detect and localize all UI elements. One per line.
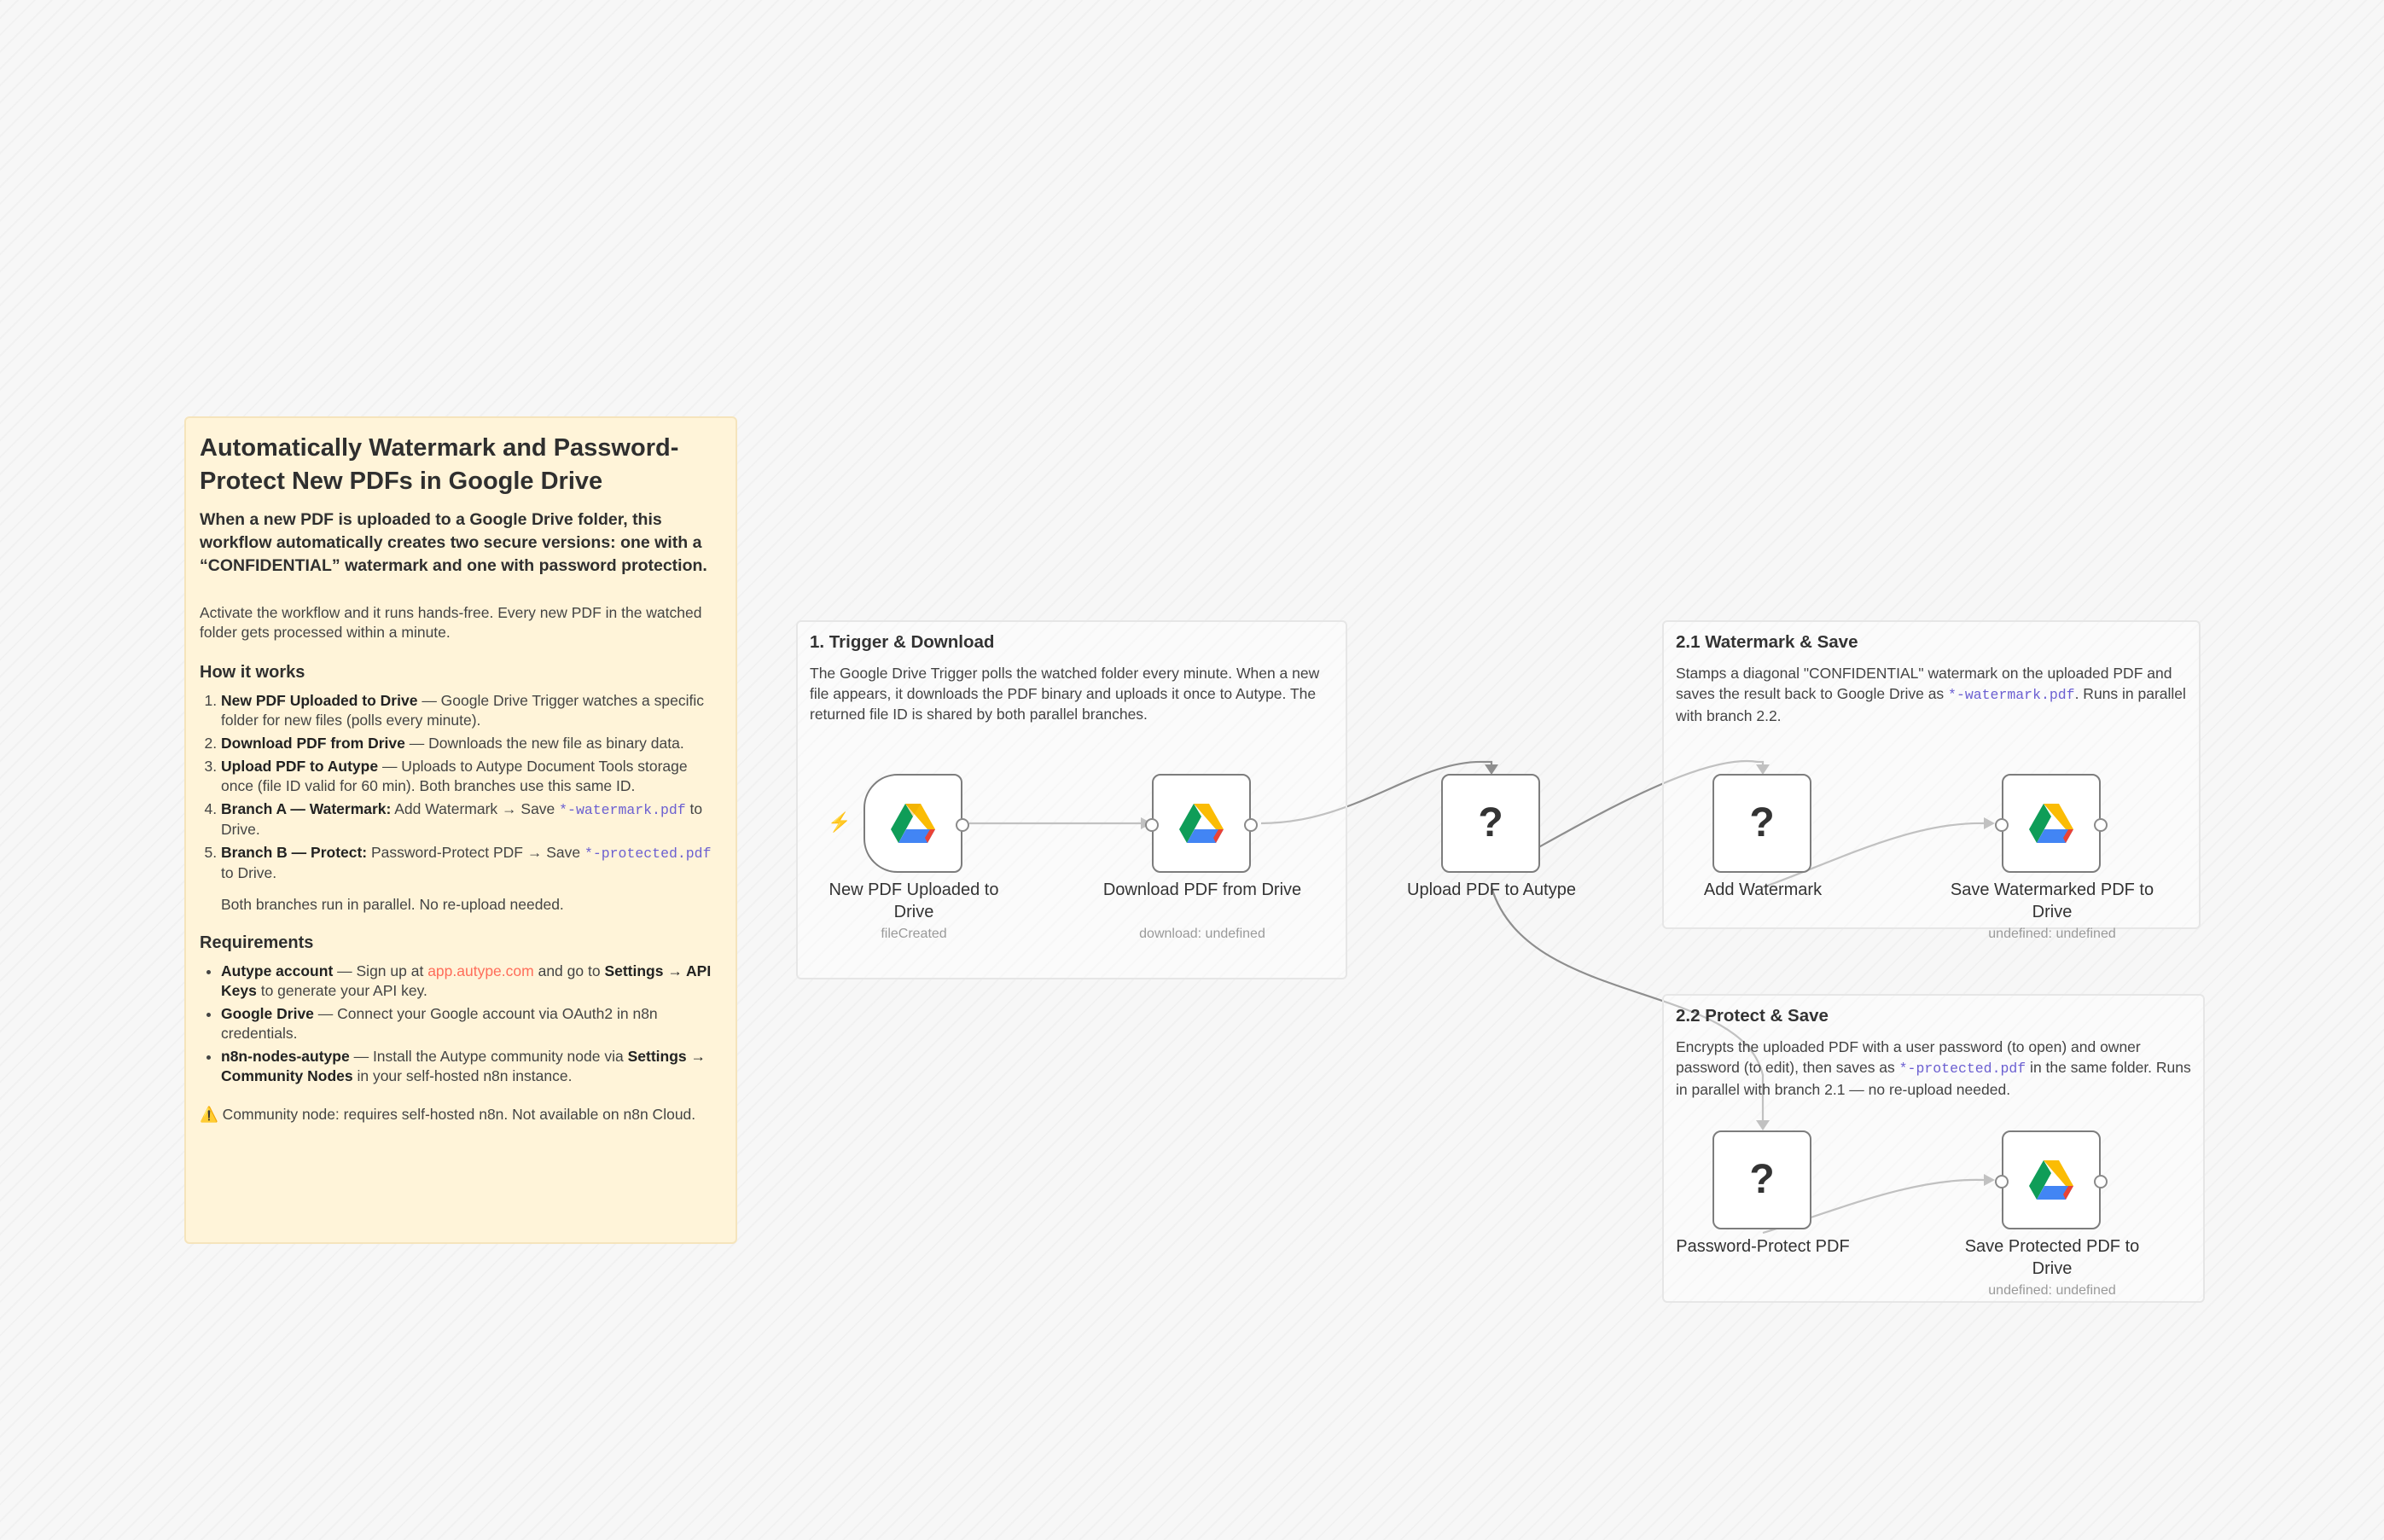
node-save-protected[interactable] xyxy=(2002,1130,2101,1229)
unknown-node-icon: ? xyxy=(1749,800,1775,846)
note-title: Automatically Watermark and Password-Protect New PDFs in Google Drive xyxy=(200,434,679,495)
list-item: 2. Download PDF from Drive — Downloads the new file as binary data. xyxy=(221,734,724,753)
node-label: Add Watermark xyxy=(1703,880,1823,899)
output-handle[interactable] xyxy=(2094,818,2108,832)
autype-link[interactable]: app.autype.com xyxy=(427,962,534,979)
requirements-heading: Requirements xyxy=(200,933,314,952)
input-handle[interactable] xyxy=(1995,818,2009,832)
node-add-watermark[interactable] xyxy=(1712,774,1811,873)
unknown-node-icon: ? xyxy=(1749,1157,1775,1202)
node-label: Password-Protect PDF xyxy=(1676,1237,1850,1256)
output-handle[interactable] xyxy=(1244,818,1258,832)
node-subtitle: download: undefined xyxy=(1139,927,1265,941)
group-description: Stamps a diagonal "CONFIDENTIAL" watermark on the uploaded PDF and saves the result back to Google Drive as *-watermark.pdf. Runs in parallel with branch 2.2. xyxy=(1676,665,2186,724)
node-save-watermarked[interactable] xyxy=(2002,774,2101,873)
warning-text: ⚠️ Community node: requires self-hosted n8n. Not available on n8n Cloud. xyxy=(200,1106,696,1123)
node-subtitle: fileCreated xyxy=(881,927,947,941)
note-lead: When a new PDF is uploaded to a Google Drive folder, this workflow automatically creates two secure versions: one with a “CONFIDENTIAL” watermark and one with password protection. xyxy=(200,510,707,575)
list-item: 5. Branch B — Protect: Password-Protect PDF → Save *-protected.pdf to Drive. xyxy=(221,843,724,883)
node-label: New PDF Uploaded to Drive xyxy=(829,880,999,921)
google-drive-icon xyxy=(2029,1160,2073,1200)
group-description: The Google Drive Trigger polls the watched folder every minute. When a new file appears, it downloads the PDF binary and uploads it once to Autype. The returned file ID is shared by both parallel branches. xyxy=(810,665,1320,723)
list-item: • Autype account — Sign up at app.autype.com and go to Settings → API Keys to generate your API key. xyxy=(221,962,724,1001)
unknown-node-icon: ? xyxy=(1478,800,1503,846)
list-item: 3. Upload PDF to Autype — Uploads to Autype Document Tools storage once (file ID valid for 60 min). Both branches use this same ID. xyxy=(221,757,724,796)
requirements-list xyxy=(200,962,724,1086)
node-label: Save Protected PDF to Drive xyxy=(1964,1237,2140,1278)
node-subtitle: undefined: undefined xyxy=(1988,927,2116,941)
input-handle[interactable] xyxy=(1145,818,1159,832)
group-title: 2.2 Protect & Save xyxy=(1676,1006,1829,1026)
group-description: Encrypts the uploaded PDF with a user password (to open) and owner password (to edit), then saves as *-protected.pdf in the same folder. Runs in parallel with branch 2.1 — no re-upload needed. xyxy=(1676,1038,2191,1098)
group-title: 1. Trigger & Download xyxy=(810,632,995,652)
list-item: 1. New PDF Uploaded to Drive — Google Drive Trigger watches a specific folder for new files (polls every minute). xyxy=(221,691,724,730)
output-handle[interactable] xyxy=(2094,1175,2108,1188)
how-it-works-heading: How it works xyxy=(200,663,305,682)
google-drive-icon xyxy=(1179,804,1224,843)
node-label: Upload PDF to Autype xyxy=(1407,880,1576,899)
output-handle[interactable] xyxy=(956,818,969,832)
overview-sticky-note[interactable] xyxy=(184,416,737,1244)
node-label: Save Watermarked PDF to Drive xyxy=(1950,880,2154,921)
steps-list xyxy=(200,691,724,883)
node-label: Download PDF from Drive xyxy=(1102,880,1302,899)
input-handle[interactable] xyxy=(1995,1175,2009,1188)
node-new-pdf-trigger[interactable] xyxy=(863,774,962,873)
trigger-bolt-icon: ⚡ xyxy=(828,811,852,833)
node-upload-autype[interactable] xyxy=(1441,774,1540,873)
node-download-pdf[interactable] xyxy=(1152,774,1251,873)
group-title: 2.1 Watermark & Save xyxy=(1676,632,1858,652)
note-intro: Activate the workflow and it runs hands-free. Every new PDF in the watched folder gets processed within a minute. xyxy=(200,604,702,641)
list-item: • n8n-nodes-autype — Install the Autype community node via Settings → Community Nodes in your self-hosted n8n instance. xyxy=(221,1047,724,1086)
node-subtitle: undefined: undefined xyxy=(1988,1283,2116,1298)
google-drive-icon xyxy=(891,804,935,843)
parallel-note: Both branches run in parallel. No re-upload needed. xyxy=(221,896,564,913)
google-drive-icon xyxy=(2029,804,2073,843)
node-password-protect[interactable] xyxy=(1712,1130,1811,1229)
list-item: • Google Drive — Connect your Google account via OAuth2 in n8n credentials. xyxy=(221,1004,724,1043)
list-item: 4. Branch A — Watermark: Add Watermark → Save *-watermark.pdf to Drive. xyxy=(221,799,724,840)
